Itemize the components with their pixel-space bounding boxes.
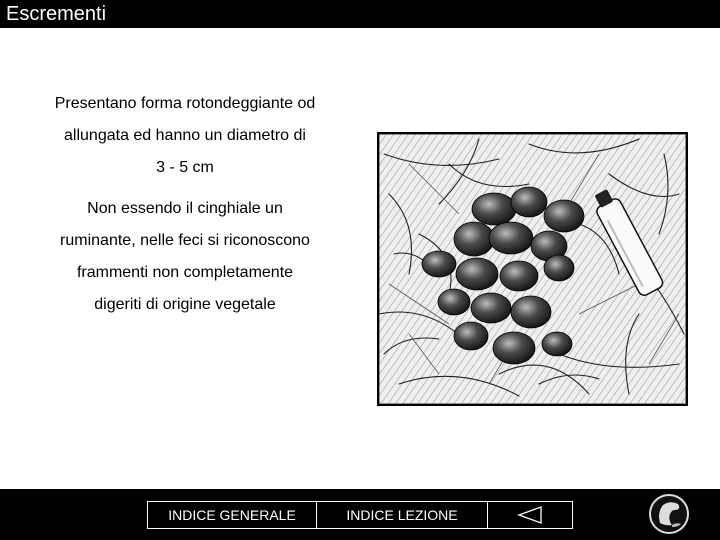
triangle-left-icon (517, 505, 543, 525)
lesson-index-button[interactable]: INDICE LEZIONE (317, 501, 488, 529)
droppings-drawing (379, 134, 686, 404)
general-index-button[interactable]: INDICE GENERALE (147, 501, 317, 529)
text-line: ruminante, nelle feci si riconoscono (60, 232, 310, 249)
text-line: frammenti non completamente (76, 264, 294, 281)
text-line: 3 - 5 cm (156, 159, 214, 176)
description-text (30, 88, 340, 330)
paragraph-shape-size (30, 88, 340, 184)
droppings-illustration (377, 132, 688, 406)
text-line: digeriti di origine vegetale (94, 296, 276, 313)
text-line: allungata ed hanno un diametro di (64, 127, 306, 144)
boar-head-logo (648, 493, 690, 535)
page-title: Escrementi (6, 3, 107, 25)
title-bar (0, 0, 720, 28)
text-line: Presentano forma rotondeggiante od (54, 95, 316, 112)
back-button[interactable] (488, 501, 573, 529)
paragraph-digestion (30, 193, 340, 321)
footer-navigation (0, 489, 720, 540)
text-line: Non essendo il cinghiale un (87, 200, 283, 217)
